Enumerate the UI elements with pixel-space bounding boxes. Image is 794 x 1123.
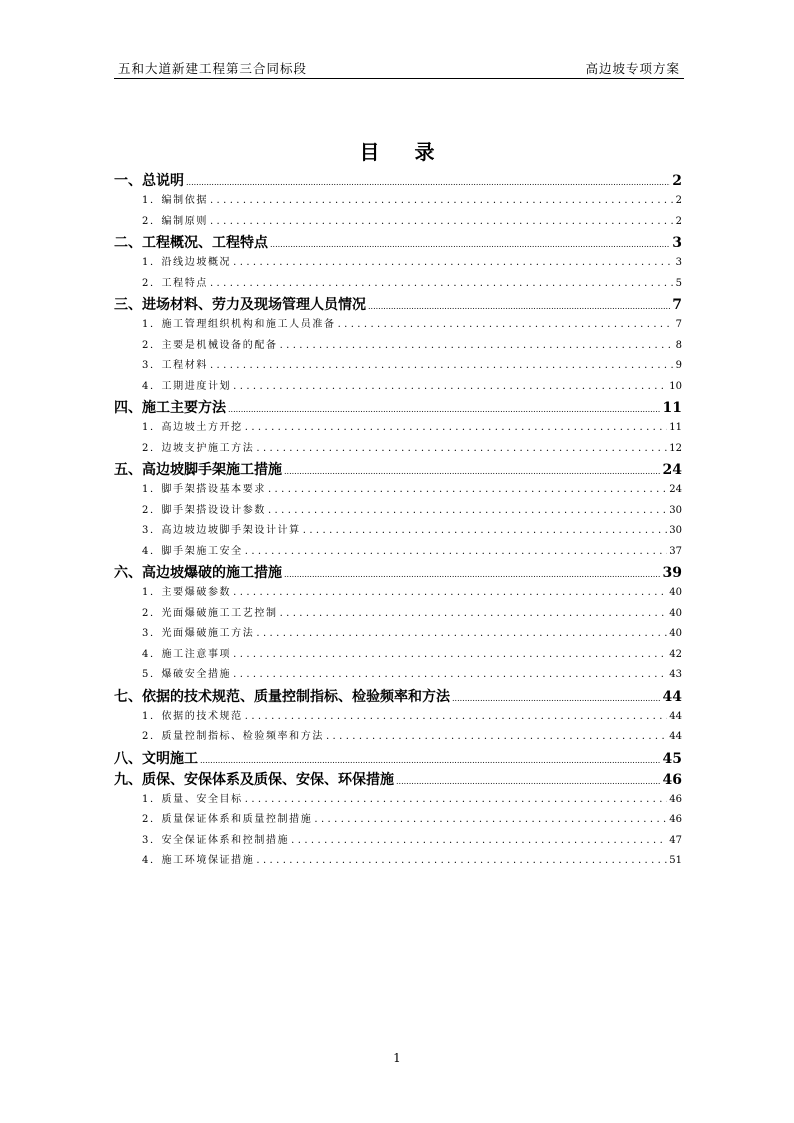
toc-dot-leader (284, 570, 661, 579)
toc-dot-leader (326, 731, 667, 742)
toc-entry-page: 37 (669, 545, 682, 557)
toc-section-entry[interactable] (114, 480, 682, 501)
toc-entry-page: 51 (669, 855, 682, 866)
toc-entry-title: 4．脚手架施工安全 (142, 545, 243, 557)
toc-entry-title: 四、施工主要方法 (114, 400, 226, 416)
toc-dot-leader (245, 794, 668, 805)
toc-entry-page: 43 (669, 669, 682, 680)
toc-dot-leader (396, 777, 661, 786)
toc-entry-page: 3 (672, 235, 682, 251)
toc-entry-page: 40 (669, 587, 682, 598)
page-header (116, 59, 682, 77)
toc-dot-leader (233, 669, 667, 680)
toc-entry-title: 八、文明施工 (114, 750, 198, 767)
toc-dot-leader (268, 484, 667, 495)
toc-dot-leader (280, 608, 668, 619)
page-number: 1 (393, 1051, 401, 1065)
toc-chapter-entry[interactable] (114, 397, 682, 418)
toc-entry-page: 8 (675, 339, 682, 351)
toc-section-entry[interactable] (114, 521, 682, 542)
toc-section-entry[interactable] (114, 542, 682, 563)
toc-entry-title: 二、工程概况、工程特点 (114, 235, 268, 251)
toc-entry-title: 4．工期进度计划 (142, 380, 232, 392)
toc-dot-leader (210, 278, 674, 289)
toc-dot-leader (368, 302, 670, 311)
toc-entry-title: 1．施工管理组织机构和施工人员准备 (142, 319, 336, 330)
toc-dot-leader (280, 340, 674, 351)
toc-section-entry[interactable] (114, 501, 682, 522)
header-document-name: 高边坡专项方案 (585, 61, 680, 76)
toc-entry-title: 六、高边坡爆破的施工措施 (114, 565, 282, 581)
toc-dot-leader (233, 257, 673, 268)
toc-entry-page: 3 (675, 257, 682, 268)
toc-entry-title: 1．沿线边坡概况 (142, 257, 232, 268)
toc-entry-title: 4．施工环境保证措施 (142, 855, 255, 866)
toc-entry-page: 39 (662, 565, 682, 581)
toc-dot-leader (233, 587, 667, 598)
toc-entry-title: 1．主要爆破参数 (142, 587, 232, 598)
toc-entry-page: 9 (675, 360, 682, 371)
toc-entry-page: 42 (669, 648, 682, 660)
toc-dot-leader (284, 467, 661, 476)
toc-section-entry[interactable] (114, 418, 682, 439)
toc-section-entry[interactable] (114, 336, 682, 357)
toc-chapter-entry[interactable] (114, 769, 682, 790)
toc-section-entry[interactable] (114, 315, 682, 336)
toc-chapter-entry[interactable] (114, 562, 682, 583)
header-project-name: 五和大道新建工程第三合同标段 (118, 61, 308, 76)
toc-entry-page: 44 (662, 688, 682, 705)
toc-dot-leader (452, 694, 661, 703)
toc-entry-title: 2．质量保证体系和质量控制措施 (142, 814, 313, 825)
toc-chapter-entry[interactable] (114, 748, 682, 769)
toc-dot-leader (245, 422, 668, 433)
toc-entry-title: 2．光面爆破施工工艺控制 (142, 607, 278, 619)
toc-dot-leader (303, 525, 668, 536)
toc-entry-page: 10 (669, 380, 682, 392)
toc-dot-leader (210, 216, 674, 227)
toc-entry-title: 3．安全保证体系和控制措施 (142, 834, 290, 846)
toc-dot-leader (186, 178, 670, 187)
toc-entry-page: 46 (669, 793, 682, 805)
toc-entry-title: 3．工程材料 (142, 360, 208, 371)
toc-section-entry[interactable] (114, 253, 682, 274)
toc-entry-title: 5．爆破安全措施 (142, 669, 232, 680)
toc-entry-title: 3．高边坡边坡脚手架设计计算 (142, 525, 301, 536)
toc-chapter-entry[interactable] (114, 686, 682, 707)
toc-entry-title: 三、进场材料、劳力及现场管理人员情况 (114, 297, 366, 313)
toc-section-entry[interactable] (114, 356, 682, 377)
toc-section-entry[interactable] (114, 707, 682, 728)
toc-entry-title: 2．质量控制指标、检验频率和方法 (142, 731, 324, 742)
toc-chapter-entry[interactable] (114, 459, 682, 480)
toc-dot-leader (210, 360, 674, 371)
toc-entry-title: 1．编制依据 (142, 195, 208, 206)
toc-section-entry[interactable] (114, 583, 682, 604)
toc-chapter-entry[interactable] (114, 170, 682, 191)
toc-entry-page: 24 (669, 484, 682, 495)
toc-entry-page: 30 (669, 504, 682, 516)
toc-dot-leader (256, 443, 667, 454)
toc-section-entry[interactable] (114, 624, 682, 645)
toc-dot-leader (270, 240, 670, 249)
toc-entry-title: 1．高边坡土方开挖 (142, 422, 243, 433)
toc-entry-page: 7 (675, 319, 682, 330)
toc-entry-title: 3．光面爆破施工方法 (142, 628, 255, 639)
toc-entry-page: 30 (669, 525, 682, 536)
toc-entry-page: 47 (669, 834, 682, 846)
toc-dot-leader (314, 814, 667, 825)
toc-entry-title: 1．依据的技术规范 (142, 710, 243, 722)
toc-section-entry[interactable] (114, 851, 682, 872)
toc-dot-leader (268, 505, 667, 516)
toc-entry-title: 2．工程特点 (142, 277, 208, 289)
toc-entry-title: 1．脚手架搭设基本要求 (142, 484, 266, 495)
toc-entry-page: 40 (669, 628, 682, 639)
toc-entry-page: 46 (669, 814, 682, 825)
toc-entry-page: 44 (669, 710, 682, 722)
toc-entry-page: 7 (672, 297, 682, 313)
toc-entry-title: 2．脚手架搭设设计参数 (142, 504, 266, 516)
toc-entry-page: 46 (662, 771, 682, 788)
toc-section-entry[interactable] (114, 191, 682, 212)
toc-entry-page: 44 (669, 731, 682, 742)
toc-dot-leader (256, 628, 667, 639)
toc-section-entry[interactable] (114, 665, 682, 686)
toc-entry-page: 11 (662, 400, 682, 416)
toc-dot-leader (256, 855, 667, 866)
toc-section-entry[interactable] (114, 831, 682, 852)
toc-dot-leader (210, 195, 674, 206)
toc-entry-page: 11 (669, 422, 682, 433)
toc-entry-page: 45 (662, 750, 682, 767)
table-of-contents (114, 170, 682, 872)
toc-dot-leader (233, 381, 667, 392)
toc-dot-leader (291, 835, 667, 846)
toc-entry-page: 40 (669, 607, 682, 619)
toc-dot-leader (338, 319, 674, 330)
toc-section-entry[interactable] (114, 274, 682, 295)
toc-section-entry[interactable] (114, 212, 682, 233)
toc-entry-page: 2 (675, 215, 682, 227)
toc-entry-title: 2．边坡支护施工方法 (142, 442, 255, 454)
toc-dot-leader (228, 405, 661, 414)
toc-dot-leader (233, 649, 667, 660)
toc-chapter-entry[interactable] (114, 232, 682, 253)
toc-section-entry[interactable] (114, 810, 682, 831)
toc-entry-title: 4．施工注意事项 (142, 648, 232, 660)
toc-chapter-entry[interactable] (114, 294, 682, 315)
toc-dot-leader (245, 546, 668, 557)
toc-dot-leader (200, 756, 661, 765)
toc-entry-page: 2 (675, 195, 682, 206)
toc-section-entry[interactable] (114, 604, 682, 625)
toc-entry-title: 2．主要是机械设备的配备 (142, 339, 278, 351)
toc-section-entry[interactable] (114, 377, 682, 398)
toc-entry-page: 5 (675, 277, 682, 289)
toc-entry-title: 一、总说明 (114, 173, 184, 189)
header-divider (114, 78, 684, 79)
toc-entry-title: 七、依据的技术规范、质量控制指标、检验频率和方法 (114, 688, 450, 705)
toc-section-entry[interactable] (114, 439, 682, 460)
toc-section-entry[interactable] (114, 790, 682, 811)
toc-section-entry[interactable] (114, 645, 682, 666)
toc-dot-leader (245, 711, 668, 722)
toc-section-entry[interactable] (114, 727, 682, 748)
toc-entry-title: 九、质保、安保体系及质保、安保、环保措施 (114, 771, 394, 788)
toc-entry-title: 2．编制原则 (142, 215, 208, 227)
toc-entry-page: 2 (672, 173, 682, 189)
toc-entry-page: 24 (662, 462, 682, 478)
toc-entry-page: 12 (669, 442, 682, 454)
toc-entry-title: 五、高边坡脚手架施工措施 (114, 462, 282, 478)
toc-entry-title: 1．质量、安全目标 (142, 793, 243, 805)
toc-title: 目 录 (359, 140, 449, 164)
